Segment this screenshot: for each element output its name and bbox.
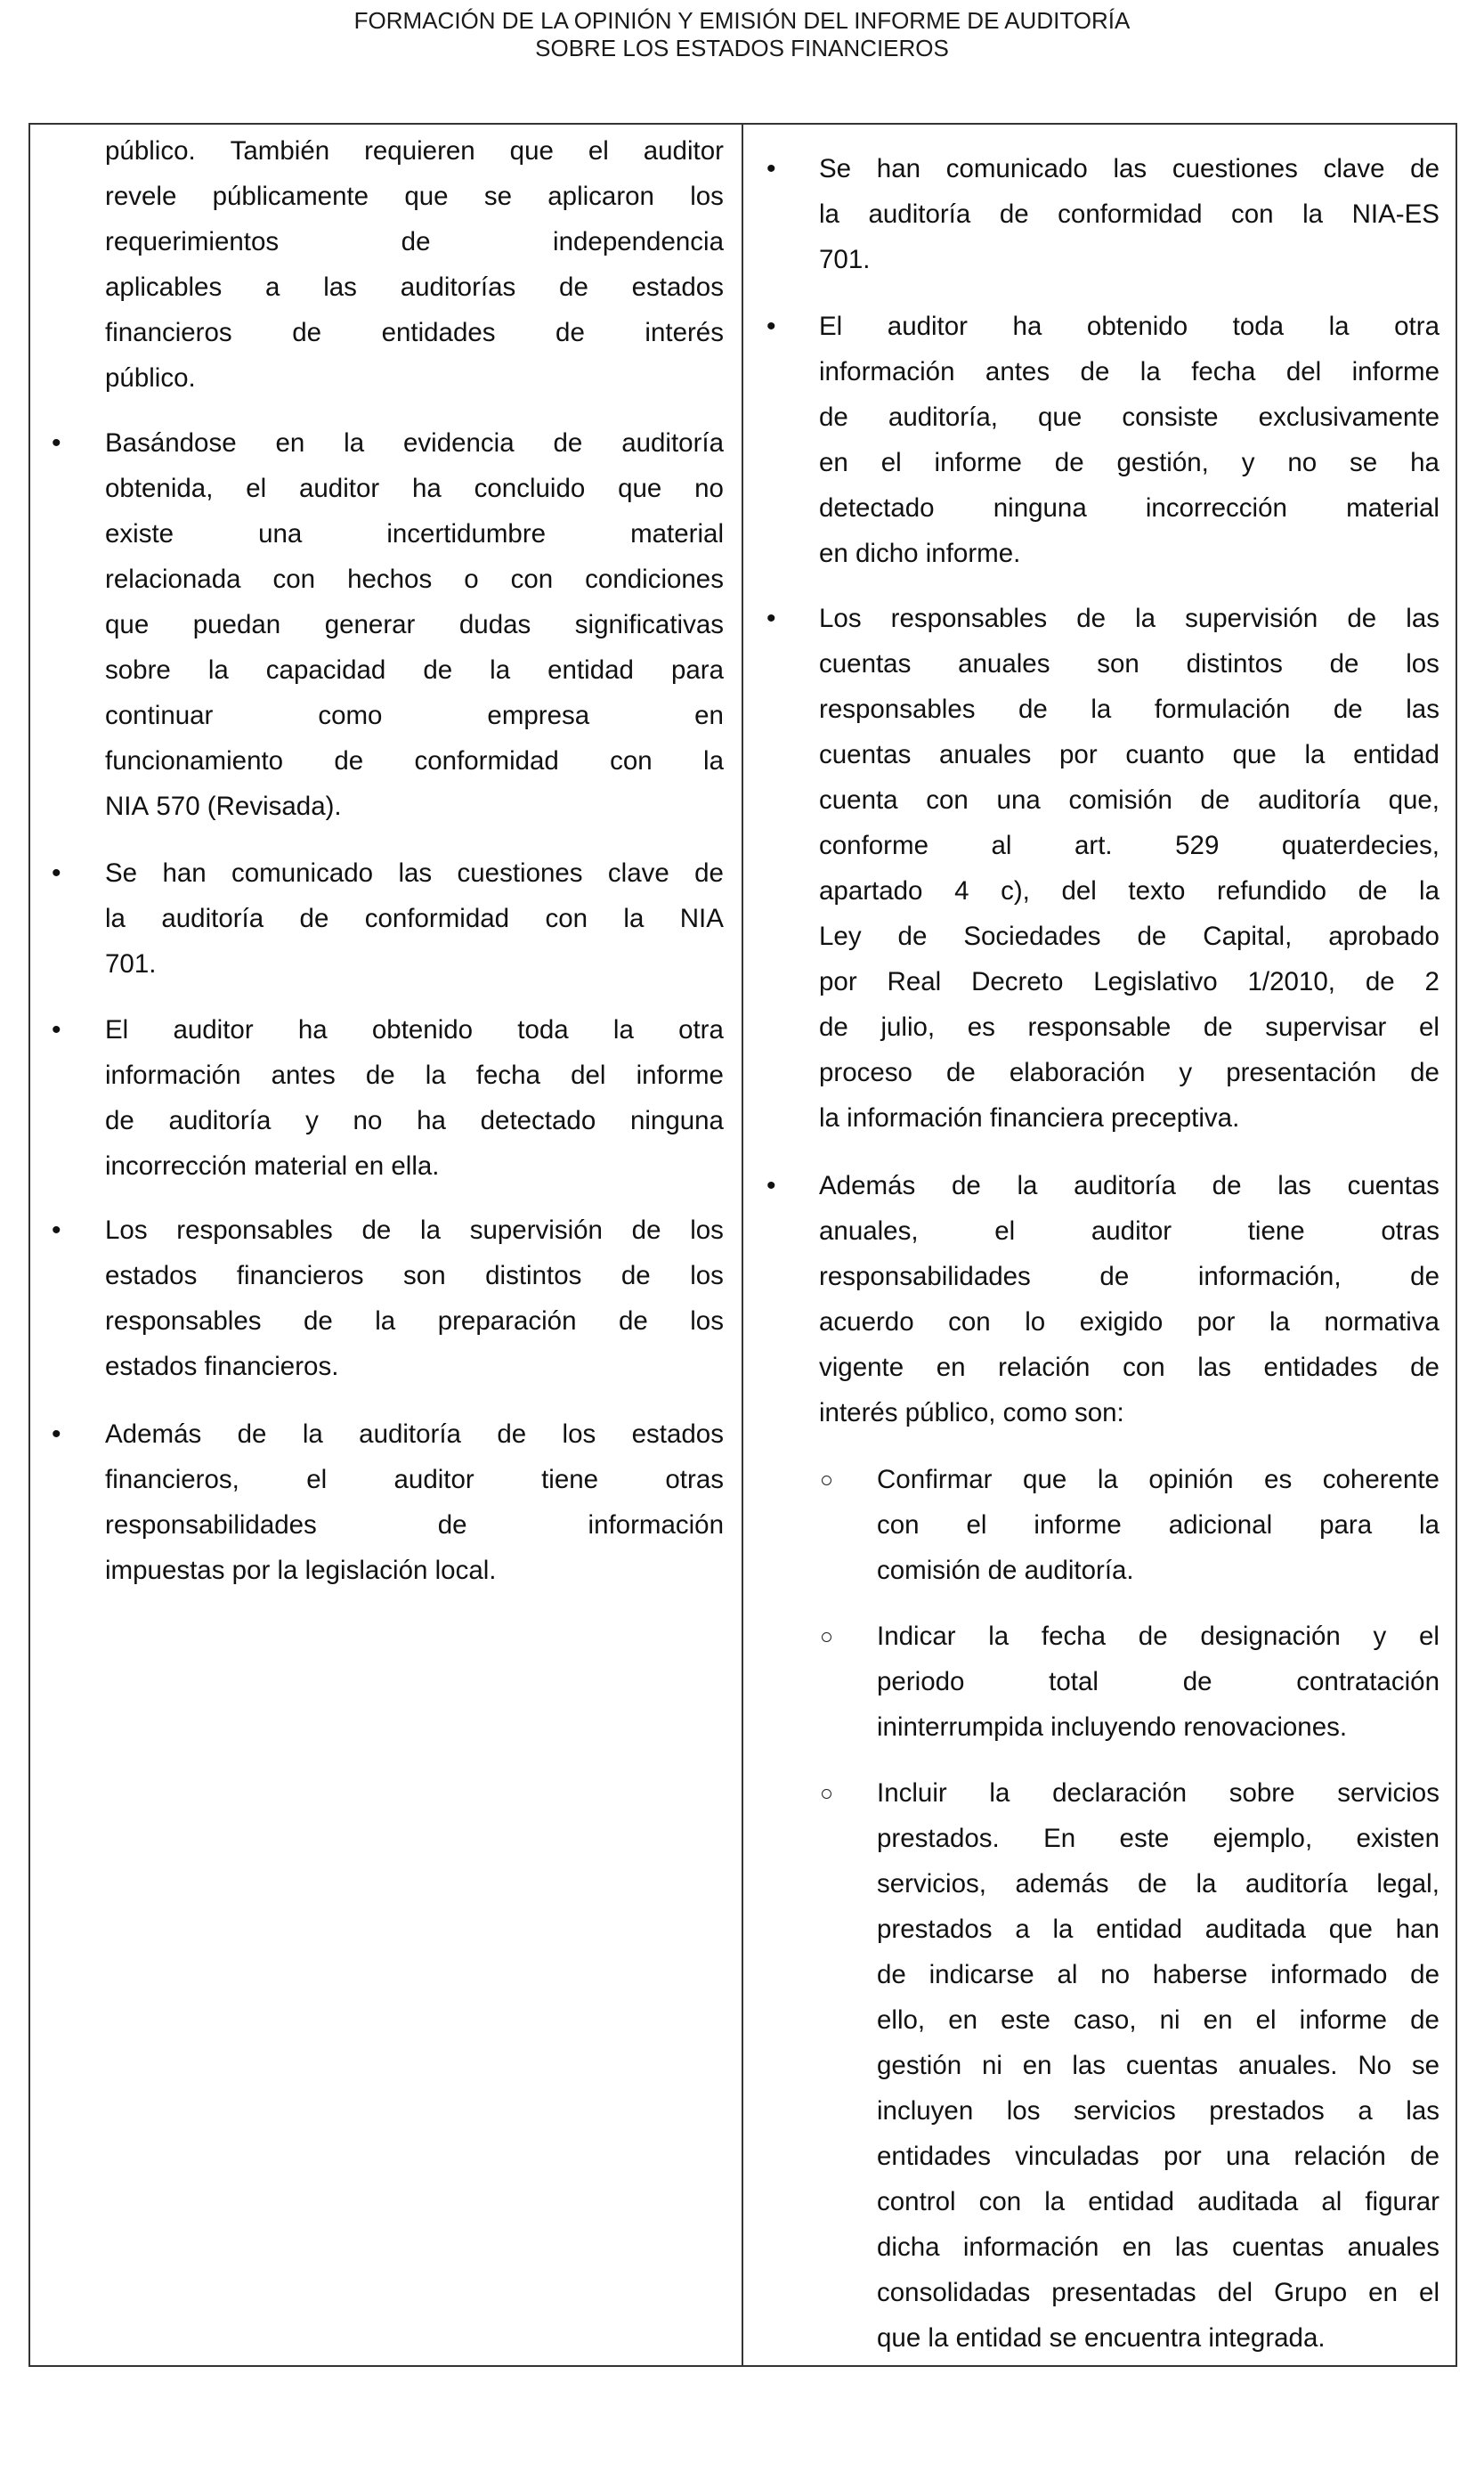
- paragraph-line: gestión ni en las cuentas anuales. No se: [877, 2051, 1439, 2080]
- paragraph-line: Indicar la fecha de designación y el: [877, 1622, 1439, 1651]
- paragraph-line: 701.: [819, 245, 871, 274]
- bullet-icon: •: [766, 312, 776, 341]
- paragraph-line: existe una incertidumbre material: [105, 519, 724, 549]
- paragraph-line: cuentas anuales por cuanto que la entidad: [819, 740, 1439, 769]
- paragraph-line: acuerdo con lo exigido por la normativa: [819, 1307, 1439, 1337]
- paragraph-line: financieros, el auditor tiene otras: [105, 1465, 724, 1494]
- paragraph-line: Se han comunicado las cuestiones clave de: [105, 858, 724, 888]
- left-bullet-item: [105, 850, 724, 987]
- paragraph-line: dicha información en las cuentas anuales: [877, 2232, 1439, 2262]
- paragraph-line: Incluir la declaración sobre servicios: [877, 1778, 1439, 1808]
- paragraph-line: El auditor ha obtenido toda la otra: [105, 1015, 724, 1045]
- paragraph-line: ello, en este caso, ni en el informe de: [877, 2005, 1439, 2035]
- hollow-circle-bullet-icon: [822, 1476, 831, 1485]
- hollow-circle-bullet-icon: [822, 1632, 831, 1642]
- paragraph-line: responsabilidades de información, de: [819, 1262, 1439, 1291]
- hollow-circle-bullet-icon: [822, 1789, 831, 1799]
- bullet-icon: •: [52, 1015, 61, 1045]
- header-title-line-1: FORMACIÓN DE LA OPINIÓN Y EMISIÓN DEL INFORME DE AUDITORÍA: [353, 7, 1131, 34]
- paragraph-line: de julio, es responsable de supervisar el: [819, 1012, 1439, 1042]
- paragraph-line: en el informe de gestión, y no se ha: [819, 448, 1439, 477]
- paragraph-line: revele públicamente que se aplicaron los: [105, 182, 724, 211]
- paragraph-line: en dicho informe.: [819, 539, 1021, 568]
- paragraph-line: interés público, como son:: [819, 1398, 1124, 1427]
- paragraph-line: El auditor ha obtenido toda la otra: [819, 312, 1439, 341]
- paragraph-line: responsables de la formulación de las: [819, 695, 1439, 724]
- right-sub-item: [877, 1457, 1439, 1593]
- paragraph-line: conforme al art. 529 quaterdecies,: [819, 831, 1439, 860]
- paragraph-line: por Real Decreto Legislativo 1/2010, de 2: [819, 967, 1439, 996]
- paragraph-line: relacionada con hechos o con condiciones: [105, 565, 724, 594]
- paragraph-line: que la entidad se encuentra integrada.: [877, 2323, 1326, 2353]
- page-header: [0, 7, 1484, 62]
- paragraph-line: cuenta con una comisión de auditoría que,: [819, 785, 1439, 815]
- paragraph-line: entidades vinculadas por una relación de: [877, 2142, 1439, 2171]
- paragraph-line: ininterrumpida incluyendo renovaciones.: [877, 1712, 1348, 1742]
- bullet-icon: •: [766, 154, 776, 183]
- left-bullet-item: [105, 1007, 724, 1189]
- bullet-icon: •: [52, 1216, 61, 1245]
- paragraph-line: anuales, el auditor tiene otras: [819, 1216, 1439, 1246]
- paragraph-line: Los responsables de la supervisión de las: [819, 604, 1439, 633]
- paragraph-line: de auditoría y no ha detectado ninguna: [105, 1106, 724, 1135]
- column-divider: [742, 123, 743, 2367]
- right-bullet-item: [819, 304, 1439, 576]
- bullet-icon: •: [766, 604, 776, 633]
- paragraph-line: información antes de la fecha del informe: [819, 357, 1439, 386]
- paragraph-line: cuentas anuales son distintos de los: [819, 649, 1439, 679]
- paragraph-line: financieros de entidades de interés: [105, 318, 724, 347]
- paragraph-line: de indicarse al no haberse informado de: [877, 1960, 1439, 1989]
- right-bullet-item: [819, 596, 1439, 1141]
- right-sub-item: [877, 1770, 1439, 2361]
- paragraph-line: vigente en relación con las entidades de: [819, 1353, 1439, 1382]
- left-bullet-item: [105, 1411, 724, 1593]
- left-bullet-item: [105, 1208, 724, 1389]
- paragraph-line: responsabilidades de información: [105, 1510, 724, 1540]
- paragraph-line: obtenida, el auditor ha concluido que no: [105, 474, 724, 503]
- paragraph-line: estados financieros.: [105, 1352, 339, 1381]
- paragraph-line: Los responsables de la supervisión de los: [105, 1216, 724, 1245]
- paragraph-line: control con la entidad auditada al figurar: [877, 2187, 1439, 2216]
- right-sub-item: [877, 1614, 1439, 1750]
- paragraph-line: periodo total de contratación: [877, 1667, 1439, 1696]
- paragraph-line: incorrección material en ella.: [105, 1151, 440, 1181]
- paragraph-line: la información financiera preceptiva.: [819, 1103, 1240, 1133]
- paragraph-line: de auditoría, que consiste exclusivamente: [819, 403, 1439, 432]
- paragraph-line: sobre la capacidad de la entidad para: [105, 655, 724, 685]
- paragraph-line: con el informe adicional para la: [877, 1510, 1439, 1540]
- paragraph-line: 701.: [105, 949, 157, 979]
- paragraph-line: requerimientos de independencia: [105, 227, 724, 256]
- paragraph-line: prestados a la entidad auditada que han: [877, 1915, 1439, 1944]
- bullet-icon: •: [52, 858, 61, 888]
- paragraph-line: aplicables a las auditorías de estados: [105, 272, 724, 302]
- header-title-line-2: SOBRE LOS ESTADOS FINANCIEROS: [535, 35, 949, 61]
- right-bullet-item: [819, 146, 1439, 282]
- bullet-icon: •: [52, 1419, 61, 1449]
- paragraph-line: incluyen los servicios prestados a las: [877, 2096, 1439, 2126]
- paragraph-line: Ley de Sociedades de Capital, aprobado: [819, 922, 1439, 951]
- paragraph-line: Además de la auditoría de los estados: [105, 1419, 724, 1449]
- paragraph-line: comisión de auditoría.: [877, 1556, 1134, 1585]
- paragraph-line: NIA 570 (Revisada).: [105, 792, 342, 821]
- paragraph-line: la auditoría de conformidad con la NIA-ES: [819, 199, 1439, 229]
- paragraph-line: consolidadas presentadas del Grupo en el: [877, 2278, 1439, 2307]
- paragraph-line: servicios, además de la auditoría legal,: [877, 1869, 1439, 1899]
- paragraph-line: impuestas por la legislación local.: [105, 1556, 497, 1585]
- paragraph-line: estados financieros son distintos de los: [105, 1261, 724, 1290]
- paragraph-line: Se han comunicado las cuestiones clave de: [819, 154, 1439, 183]
- paragraph-line: que puedan generar dudas significativas: [105, 610, 724, 639]
- paragraph-line: información antes de la fecha del informe: [105, 1061, 724, 1090]
- paragraph-line: público. También requieren que el auditor: [105, 136, 724, 166]
- paragraph-line: Además de la auditoría de las cuentas: [819, 1171, 1439, 1200]
- paragraph-line: Basándose en la evidencia de auditoría: [105, 428, 724, 458]
- paragraph-line: continuar como empresa en: [105, 701, 724, 730]
- paragraph-line: proceso de elaboración y presentación de: [819, 1058, 1439, 1087]
- right-bullet-item: [819, 1163, 1439, 1435]
- paragraph-line: funcionamiento de conformidad con la: [105, 746, 724, 776]
- paragraph-line: prestados. En este ejemplo, existen: [877, 1824, 1439, 1853]
- left-bullet-item: [105, 128, 724, 401]
- left-bullet-item: [105, 420, 724, 829]
- bullet-icon: •: [766, 1171, 776, 1200]
- bullet-icon: •: [52, 428, 61, 458]
- paragraph-line: apartado 4 c), del texto refundido de la: [819, 876, 1439, 906]
- paragraph-line: la auditoría de conformidad con la NIA: [105, 904, 724, 933]
- paragraph-line: responsables de la preparación de los: [105, 1306, 724, 1336]
- paragraph-line: Confirmar que la opinión es coherente: [877, 1465, 1439, 1494]
- paragraph-line: detectado ninguna incorrección material: [819, 493, 1439, 523]
- paragraph-line: público.: [105, 363, 196, 393]
